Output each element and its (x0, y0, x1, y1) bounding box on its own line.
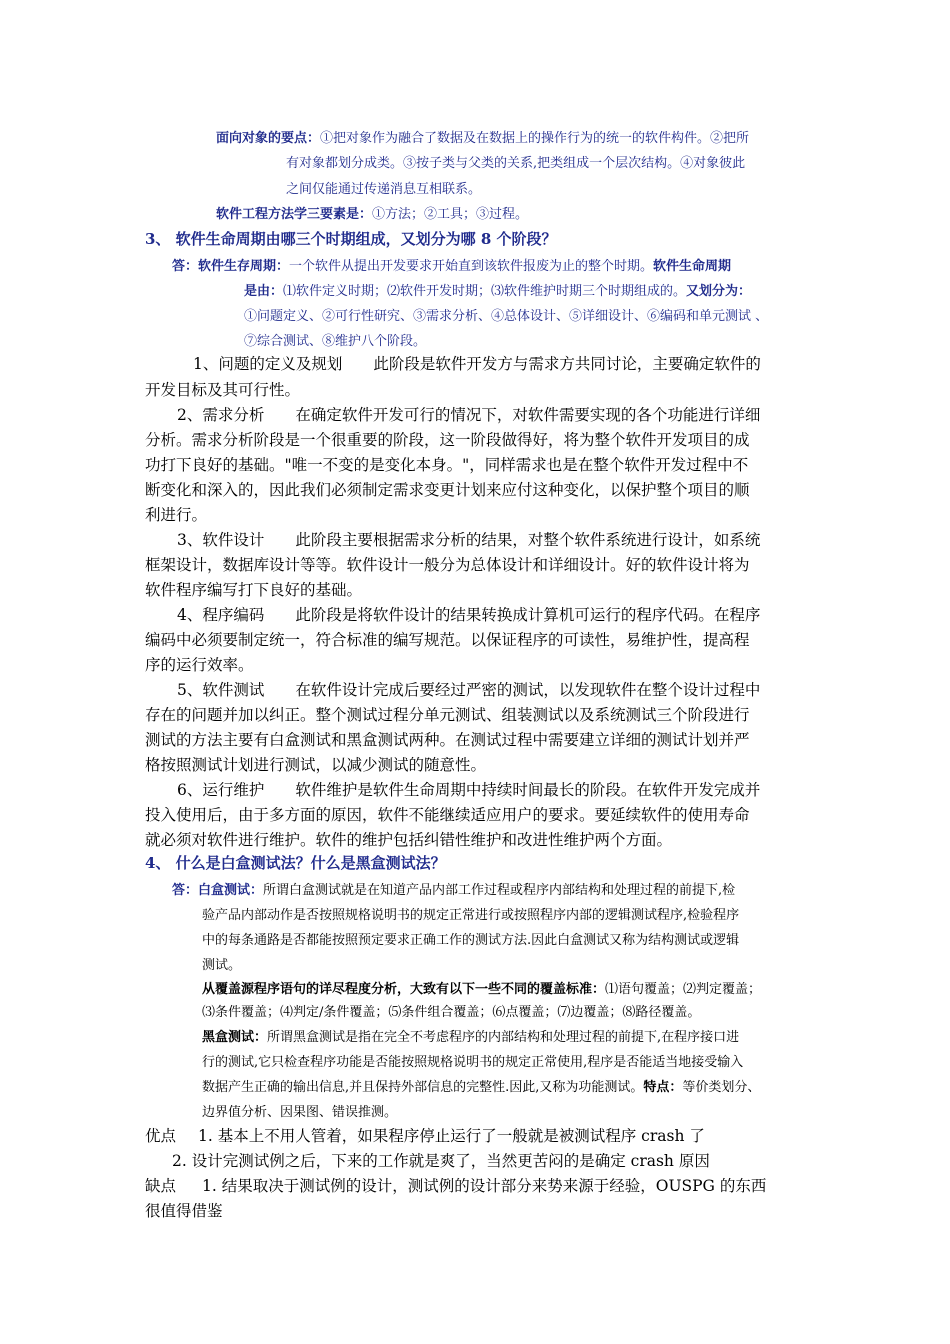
bb-label: 黑盒测试： (202, 1030, 268, 1045)
phase-line: 框架设计，数据库设计等等。软件设计一般分为总体设计和详细设计。好的软件设计将为 (145, 556, 750, 574)
phase-line: 编码中必须要制定统一，符合标准的编写规范。以保证程序的可读性，易维护性，提高程 (145, 631, 750, 649)
se-label: 软件工程方法学三要素是： (216, 207, 373, 222)
wb-line-1 (172, 879, 735, 898)
wb-line-4: 测试。 (202, 958, 242, 973)
oo-line-2: 有对象都划分成类。③按子类与父类的关系,把类组成一个层次结构。④对象彼此 (286, 156, 746, 171)
se-line (216, 203, 528, 222)
oo-line-1 (216, 127, 749, 146)
stages-label: 又划分为： (686, 284, 752, 299)
wb-text-1: 所谓白盒测试就是在知道产品内部工作过程或程序内部结构和处理过程的前提下,检 (263, 883, 736, 898)
q3-answer-line-2 (244, 280, 751, 299)
phase-line: 序的运行效率。 (145, 656, 254, 674)
q3-answer-label: 答： (172, 259, 199, 274)
bb-line-2: 行的测试,它只检查程序功能是否能按照规格说明书的规定正常使用,程序是否能适当地接受输入 (202, 1055, 744, 1070)
q4-answer-label: 答： (172, 883, 199, 898)
coverage-label: 从覆盖源程序语句的详尽程度分析，大致有以下一些不同的覆盖标准： (202, 982, 606, 997)
q4-heading: 4、 什么是白盒测试法？什么是黑盒测试法？ (145, 854, 446, 872)
pros-line-2: 2. 设计完测试例之后，下来的工作就是爽了，当然更苦闷的是确定 crash 原因 (172, 1152, 710, 1170)
cons-line-2: 很值得借鉴 (145, 1202, 223, 1220)
q3-heading: 3、 软件生命周期由哪三个时期组成，又划分为哪 8 个阶段？ (145, 230, 557, 248)
coverage-text-1: ⑴语句覆盖；⑵判定覆盖； (605, 982, 762, 997)
wb-line-3: 中的每条通路是否都能按照预定要求正确工作的测试方法.因此白盒测试又称为结构测试或逻辑 (202, 933, 740, 948)
phase-line: 5、软件测试 在软件设计完成后要经过严密的测试，以发现软件在整个设计过程中 (177, 681, 761, 699)
pros-line-1 (145, 1124, 705, 1146)
phase-line: 断变化和深入的，因此我们必须制定需求变更计划来应付这种变化，以保护整个项目的顺 (145, 481, 750, 499)
bb-line-1 (202, 1026, 739, 1045)
cons-text-1: 1. 结果取决于测试例的设计，测试例的设计部分来势来源于经验，OUSPG 的东西 (202, 1177, 767, 1195)
wb-label: 白盒测试： (198, 883, 264, 898)
phase-line: 6、运行维护 软件维护是软件生命周期中持续时间最长的阶段。在软件开发完成并 (177, 781, 761, 799)
bb-feature-text: 等价类划分、 (682, 1080, 761, 1095)
coverage-line-1 (202, 978, 761, 997)
periods-label: 是由： (244, 284, 284, 299)
bb-line-3 (202, 1076, 760, 1095)
phase-line: 就必须对软件进行维护。软件的维护包括纠错性维护和改进性维护两个方面。 (145, 831, 673, 849)
phase-line: 测试的方法主要有白盒测试和黑盒测试两种。在测试过程中需要建立详细的测试计划并严 (145, 731, 750, 749)
phase-line: 软件程序编写打下良好的基础。 (145, 581, 363, 599)
q3-answer-line-4: ⑦综合测试、⑧维护八个阶段。 (244, 334, 427, 349)
cons-label: 缺点 (145, 1177, 177, 1195)
phase-line: 格按照测试计划进行测试，以减少测试的随意性。 (145, 756, 487, 774)
coverage-line-2: ⑶条件覆盖；⑷判定/条件覆盖；⑸条件组合覆盖；⑹点覆盖；⑺边覆盖；⑻路径覆盖。 (202, 1005, 701, 1020)
q3-answer-line-3: ①问题定义、②可行性研究、③需求分析、④总体设计、⑤详细设计、⑥编码和单元测试 、 (244, 309, 769, 324)
bb-feature-label: 特点： (643, 1080, 683, 1095)
oo-label: 面向对象的要点： (216, 131, 321, 146)
phase-line: 2、需求分析 在确定软件开发可行的情况下，对软件需要实现的各个功能进行详细 (177, 406, 761, 424)
phase-line: 3、软件设计 此阶段主要根据需求分析的结果，对整个软件系统进行设计，如系统 (177, 531, 761, 549)
wb-line-2: 验产品内部动作是否按照规格说明书的规定正常进行或按照程序内部的逻辑测试程序,检验程序 (202, 908, 740, 923)
se-text: ①方法；②工具；③过程。 (372, 207, 529, 222)
pros-text-1: 1. 基本上不用人管着，如果程序停止运行了一般就是被测试程序 crash 了 (198, 1127, 705, 1145)
bb-text-3: 数据产生正确的输出信息,并且保持外部信息的完整性.因此,又称为功能测试。 (202, 1080, 644, 1095)
oo-line-3: 之间仅能通过传递消息互相联系。 (286, 182, 482, 197)
lifecycle-label-2: 软件生命周期 (653, 259, 732, 274)
phase-line: 功打下良好的基础。"唯一不变的是变化本身。"，同样需求也是在整个软件开发过程中不 (145, 456, 749, 474)
bb-text-1: 所谓黑盒测试是指在完全不考虑程序的内部结构和处理过程的前提下,在程序接口进 (267, 1030, 740, 1045)
lifecycle-label: 软件生存周期： (198, 259, 290, 274)
cons-line-1 (145, 1174, 766, 1196)
periods-text: ⑴软件定义时期；⑵软件开发时期；⑶软件维护时期三个时期组成的。 (283, 284, 687, 299)
phase-line: 分析。需求分析阶段是一个很重要的阶段，这一阶段做得好，将为整个软件开发项目的成 (145, 431, 750, 449)
lifecycle-def: 一个软件从提出开发要求开始直到该软件报废为止的整个时期。 (289, 259, 654, 274)
pros-label: 优点 (145, 1127, 177, 1145)
oo-text-1: ①把对象作为融合了数据及在数据上的操作行为的统一的软件构件。②把所 (320, 131, 750, 146)
phase-line: 存在的问题并加以纠正。整个测试过程分单元测试、组装测试以及系统测试三个阶段进行 (145, 706, 750, 724)
q3-answer-line-1 (172, 255, 731, 274)
phase-line: 利进行。 (145, 506, 208, 524)
phase-line: 开发目标及其可行性。 (145, 381, 301, 399)
phase-line: 1、问题的定义及规划 此阶段是软件开发方与需求方共同讨论，主要确定软件的 (193, 355, 761, 373)
phase-line: 投入使用后，由于多方面的原因，软件不能继续适应用户的要求。要延续软件的使用寿命 (145, 806, 750, 824)
bb-line-4: 边界值分析、因果图、错误推测。 (202, 1105, 398, 1120)
phase-line: 4、程序编码 此阶段是将软件设计的结果转换成计算机可运行的程序代码。在程序 (177, 606, 761, 624)
